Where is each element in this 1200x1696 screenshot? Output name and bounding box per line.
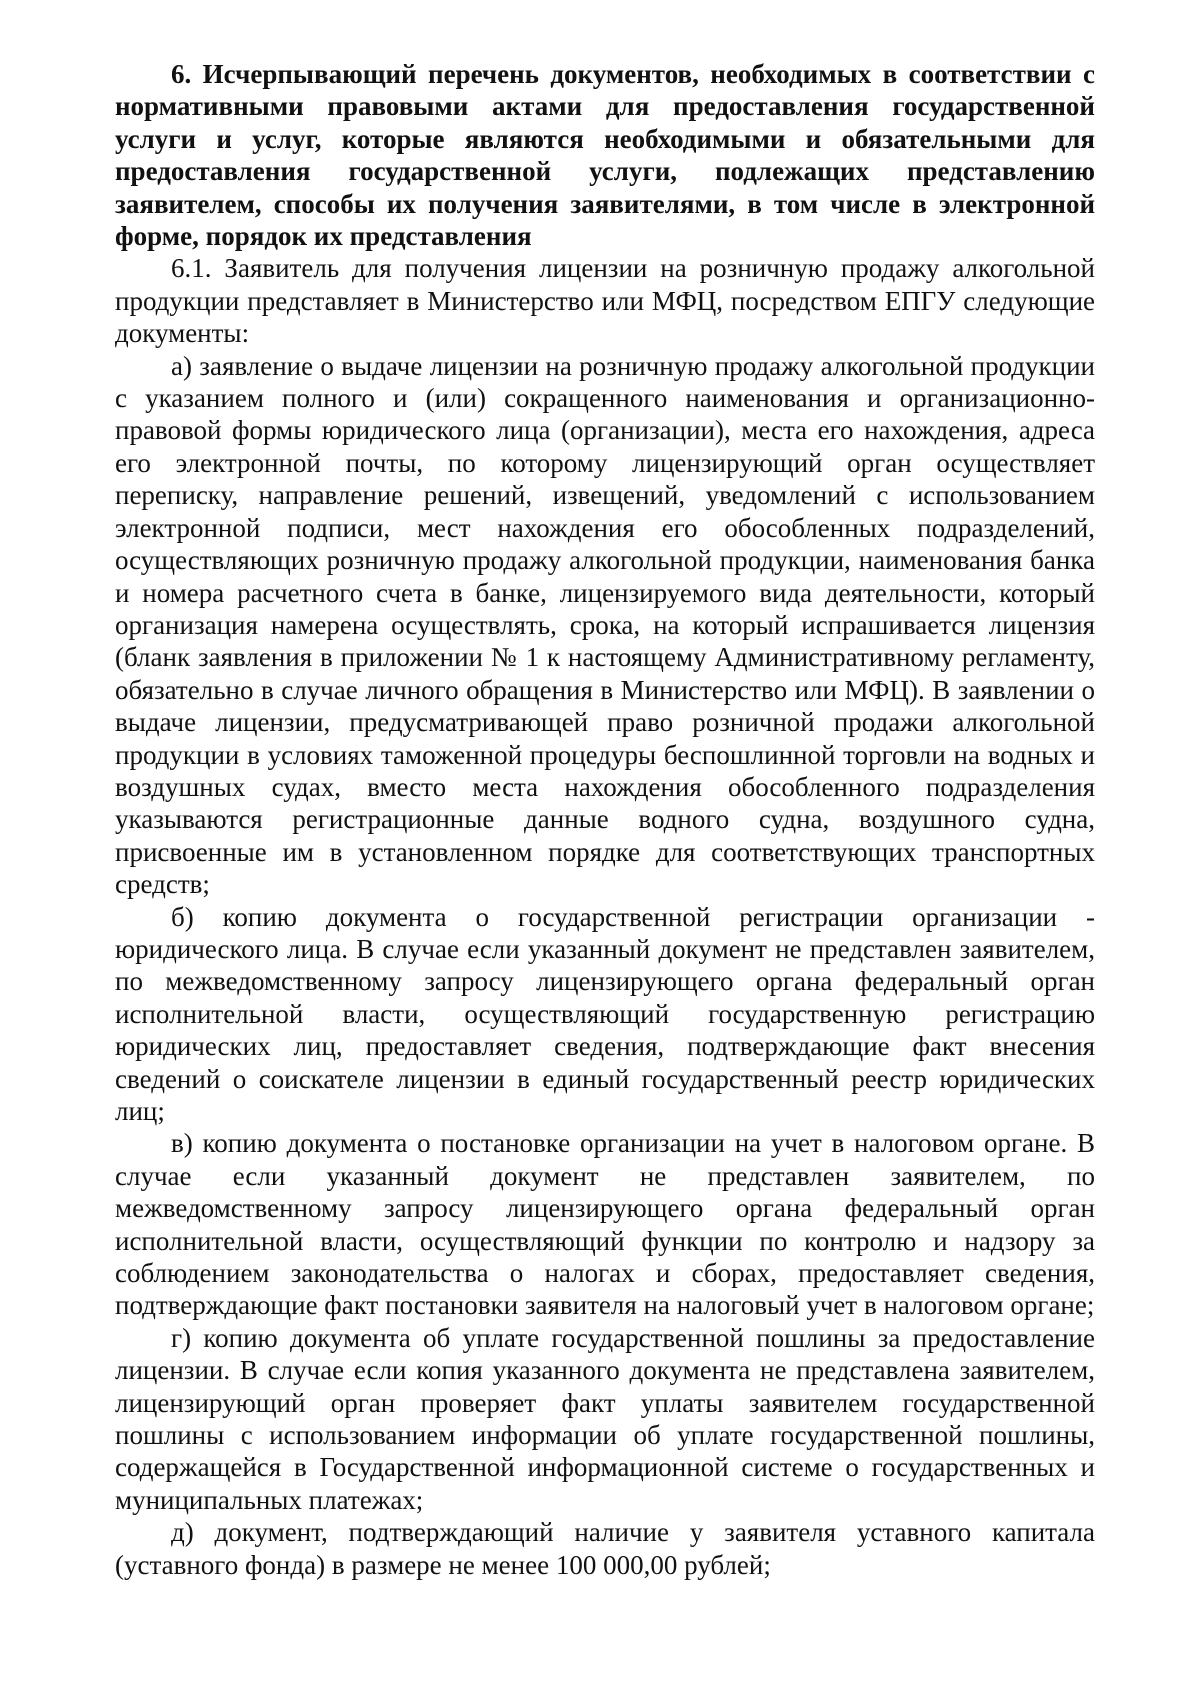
- paragraph-a: а) заявление о выдаче лицензии на розничную продажу алкогольной продукции с указанием полного и (или) сокращенного наименования и организационно-правовой формы юридического лица (организации), места его нахождения, адреса его электронной почты, по которому лицензирующий орган осуществляет переписку, направление решений, извещений, уведомлений с использованием электронной подписи, мест нахождения его обособленных подразделений, осуществляющих розничную продажу алкогольной продукции, наименования банка и номера расчетного счета в банке, лицензируемого вида деятельности, который организация намерена осуществлять, срока, на который испрашивается лицензия (бланк заявления в приложении № 1 к настоящему Административному регламенту, обязательно в случае личного обращения в Министерство или МФЦ). В заявлении о выдаче лицензии, предусматривающей право розничной продажи алкогольной продукции в условиях таможенной процедуры беспошлинной торговли на водных и воздушных судах, вместо места нахождения обособленного подразделения указываются регистрационные данные водного судна, воздушного судна, присвоенные им в установленном порядке для соответствующих транспортных средств;: [115, 350, 1095, 900]
- paragraph-g: г) копию документа об уплате государственной пошлины за предоставление лицензии. В случае если копия указанного документа не представлена заявителем, лицензирующий орган проверяет факт уплаты заявителем государственной пошлины с использованием информации об уплате государственной пошлины, содержащейся в Государственной информационной системе о государственных и муниципальных платежах;: [115, 1322, 1095, 1515]
- paragraph-6-1: 6.1. Заявитель для получения лицензии на розничную продажу алкогольной продукции представляет в Министерство или МФЦ, посредством ЕПГУ следующие документы:: [115, 253, 1095, 349]
- paragraph-v: в) копию документа о постановке организации на учет в налоговом органе. В случае если указанный документ не представлен заявителем, по межведомственному запросу лицензирующего органа федеральный орган исполнительной власти, осуществляющий функции по контролю и надзору за соблюдением законодательства о налогах и сборах, предоставляет сведения, подтверждающие факт постановки заявителя на налоговый учет в налоговом органе;: [115, 1128, 1095, 1321]
- paragraph-b: б) копию документа о государственной регистрации организации - юридического лица. В случае если указанный документ не представлен заявителем, по межведомственному запросу лицензирующего органа федеральный орган исполнительной власти, осуществляющий государственную регистрацию юридических лиц, предоставляет сведения, подтверждающие факт внесения сведений о соискателе лицензии в единый государственный реестр юридических лиц;: [115, 901, 1095, 1126]
- paragraph-d: д) документ, подтверждающий наличие у заявителя уставного капитала (уставного фонда) в размере не менее 100 000,00 рублей;: [115, 1517, 1095, 1580]
- section-heading: 6. Исчерпывающий перечень документов, необходимых в соответствии с нормативными правовыми актами для предоставления государственной услуги и услуг, которые являются необходимыми и обязательными для предоставления государственной услуги, подлежащих представлению заявителем, способы их получения заявителями, в том числе в электронной форме, порядок их представления: [115, 59, 1095, 252]
- document-page: [115, 58, 1095, 1581]
